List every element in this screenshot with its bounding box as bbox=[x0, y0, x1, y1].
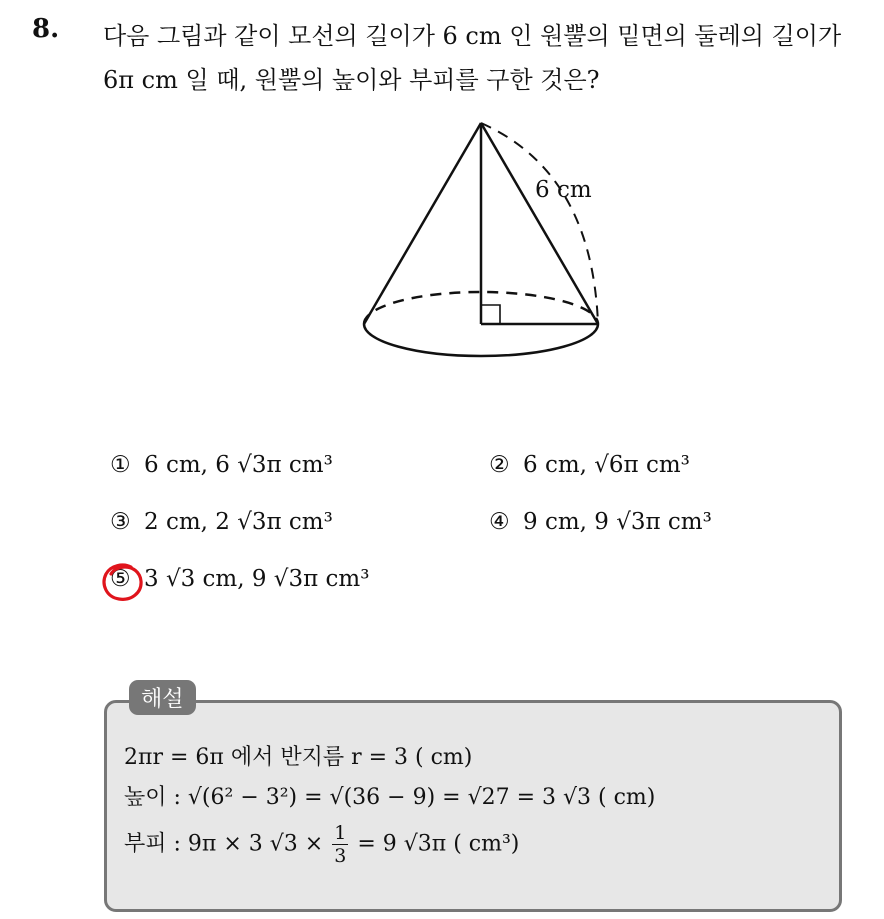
fraction-denominator: 3 bbox=[334, 845, 347, 867]
cone-figure bbox=[330, 110, 630, 380]
question-line-2: 6π cm 일 때, 원뿔의 높이와 부피를 구한 것은? bbox=[103, 66, 600, 94]
option-5-text: 3 √3 cm, 9 √3π cm³ bbox=[144, 566, 370, 592]
option-2-text: 6 cm, √6π cm³ bbox=[523, 452, 690, 478]
option-4-mark: ④ bbox=[489, 509, 510, 535]
cone-slant-right bbox=[481, 123, 598, 324]
option-5-mark: ⑤ bbox=[110, 566, 131, 592]
right-angle-mark bbox=[481, 305, 500, 324]
cone-base-front bbox=[364, 324, 598, 356]
cone-diagram bbox=[330, 110, 630, 380]
fraction-numerator: 1 bbox=[334, 822, 347, 844]
question-text bbox=[103, 14, 873, 102]
solution-line-2: 높이 : √(6² − 3²) = √(36 − 9) = √27 = 3 √3 ( cm) bbox=[124, 785, 656, 810]
solution-tag: 해설 bbox=[129, 680, 196, 715]
option-1-mark: ① bbox=[110, 452, 131, 478]
option-1-text: 6 cm, 6 √3π cm³ bbox=[144, 452, 333, 478]
question-line-1: 다음 그림과 같이 모선의 길이가 6 cm 인 원뿔의 밑면의 둘레의 길이가 bbox=[103, 22, 842, 50]
option-1[interactable] bbox=[110, 452, 333, 478]
option-4[interactable] bbox=[489, 509, 712, 535]
cone-slant-left bbox=[364, 123, 481, 324]
solution-line-1: 2πr = 6π 에서 반지름 r = 3 ( cm) bbox=[124, 745, 473, 770]
option-3-text: 2 cm, 2 √3π cm³ bbox=[144, 509, 333, 535]
slant-label: 6 cm bbox=[535, 177, 592, 203]
fraction-one-third bbox=[332, 822, 348, 867]
selected-answer-circle bbox=[101, 562, 145, 602]
solution-line-3 bbox=[124, 822, 519, 867]
option-2[interactable] bbox=[489, 452, 690, 478]
option-3[interactable] bbox=[110, 509, 333, 535]
option-3-mark: ③ bbox=[110, 509, 131, 535]
question-number: 8. bbox=[32, 14, 60, 44]
option-5[interactable] bbox=[110, 566, 369, 592]
option-2-mark: ② bbox=[489, 452, 510, 478]
solution-line-3-prefix: 부피 : 9π × 3 √3 × bbox=[124, 831, 324, 857]
solution-line-3-suffix: = 9 √3π ( cm³) bbox=[357, 831, 520, 857]
option-4-text: 9 cm, 9 √3π cm³ bbox=[523, 509, 712, 535]
